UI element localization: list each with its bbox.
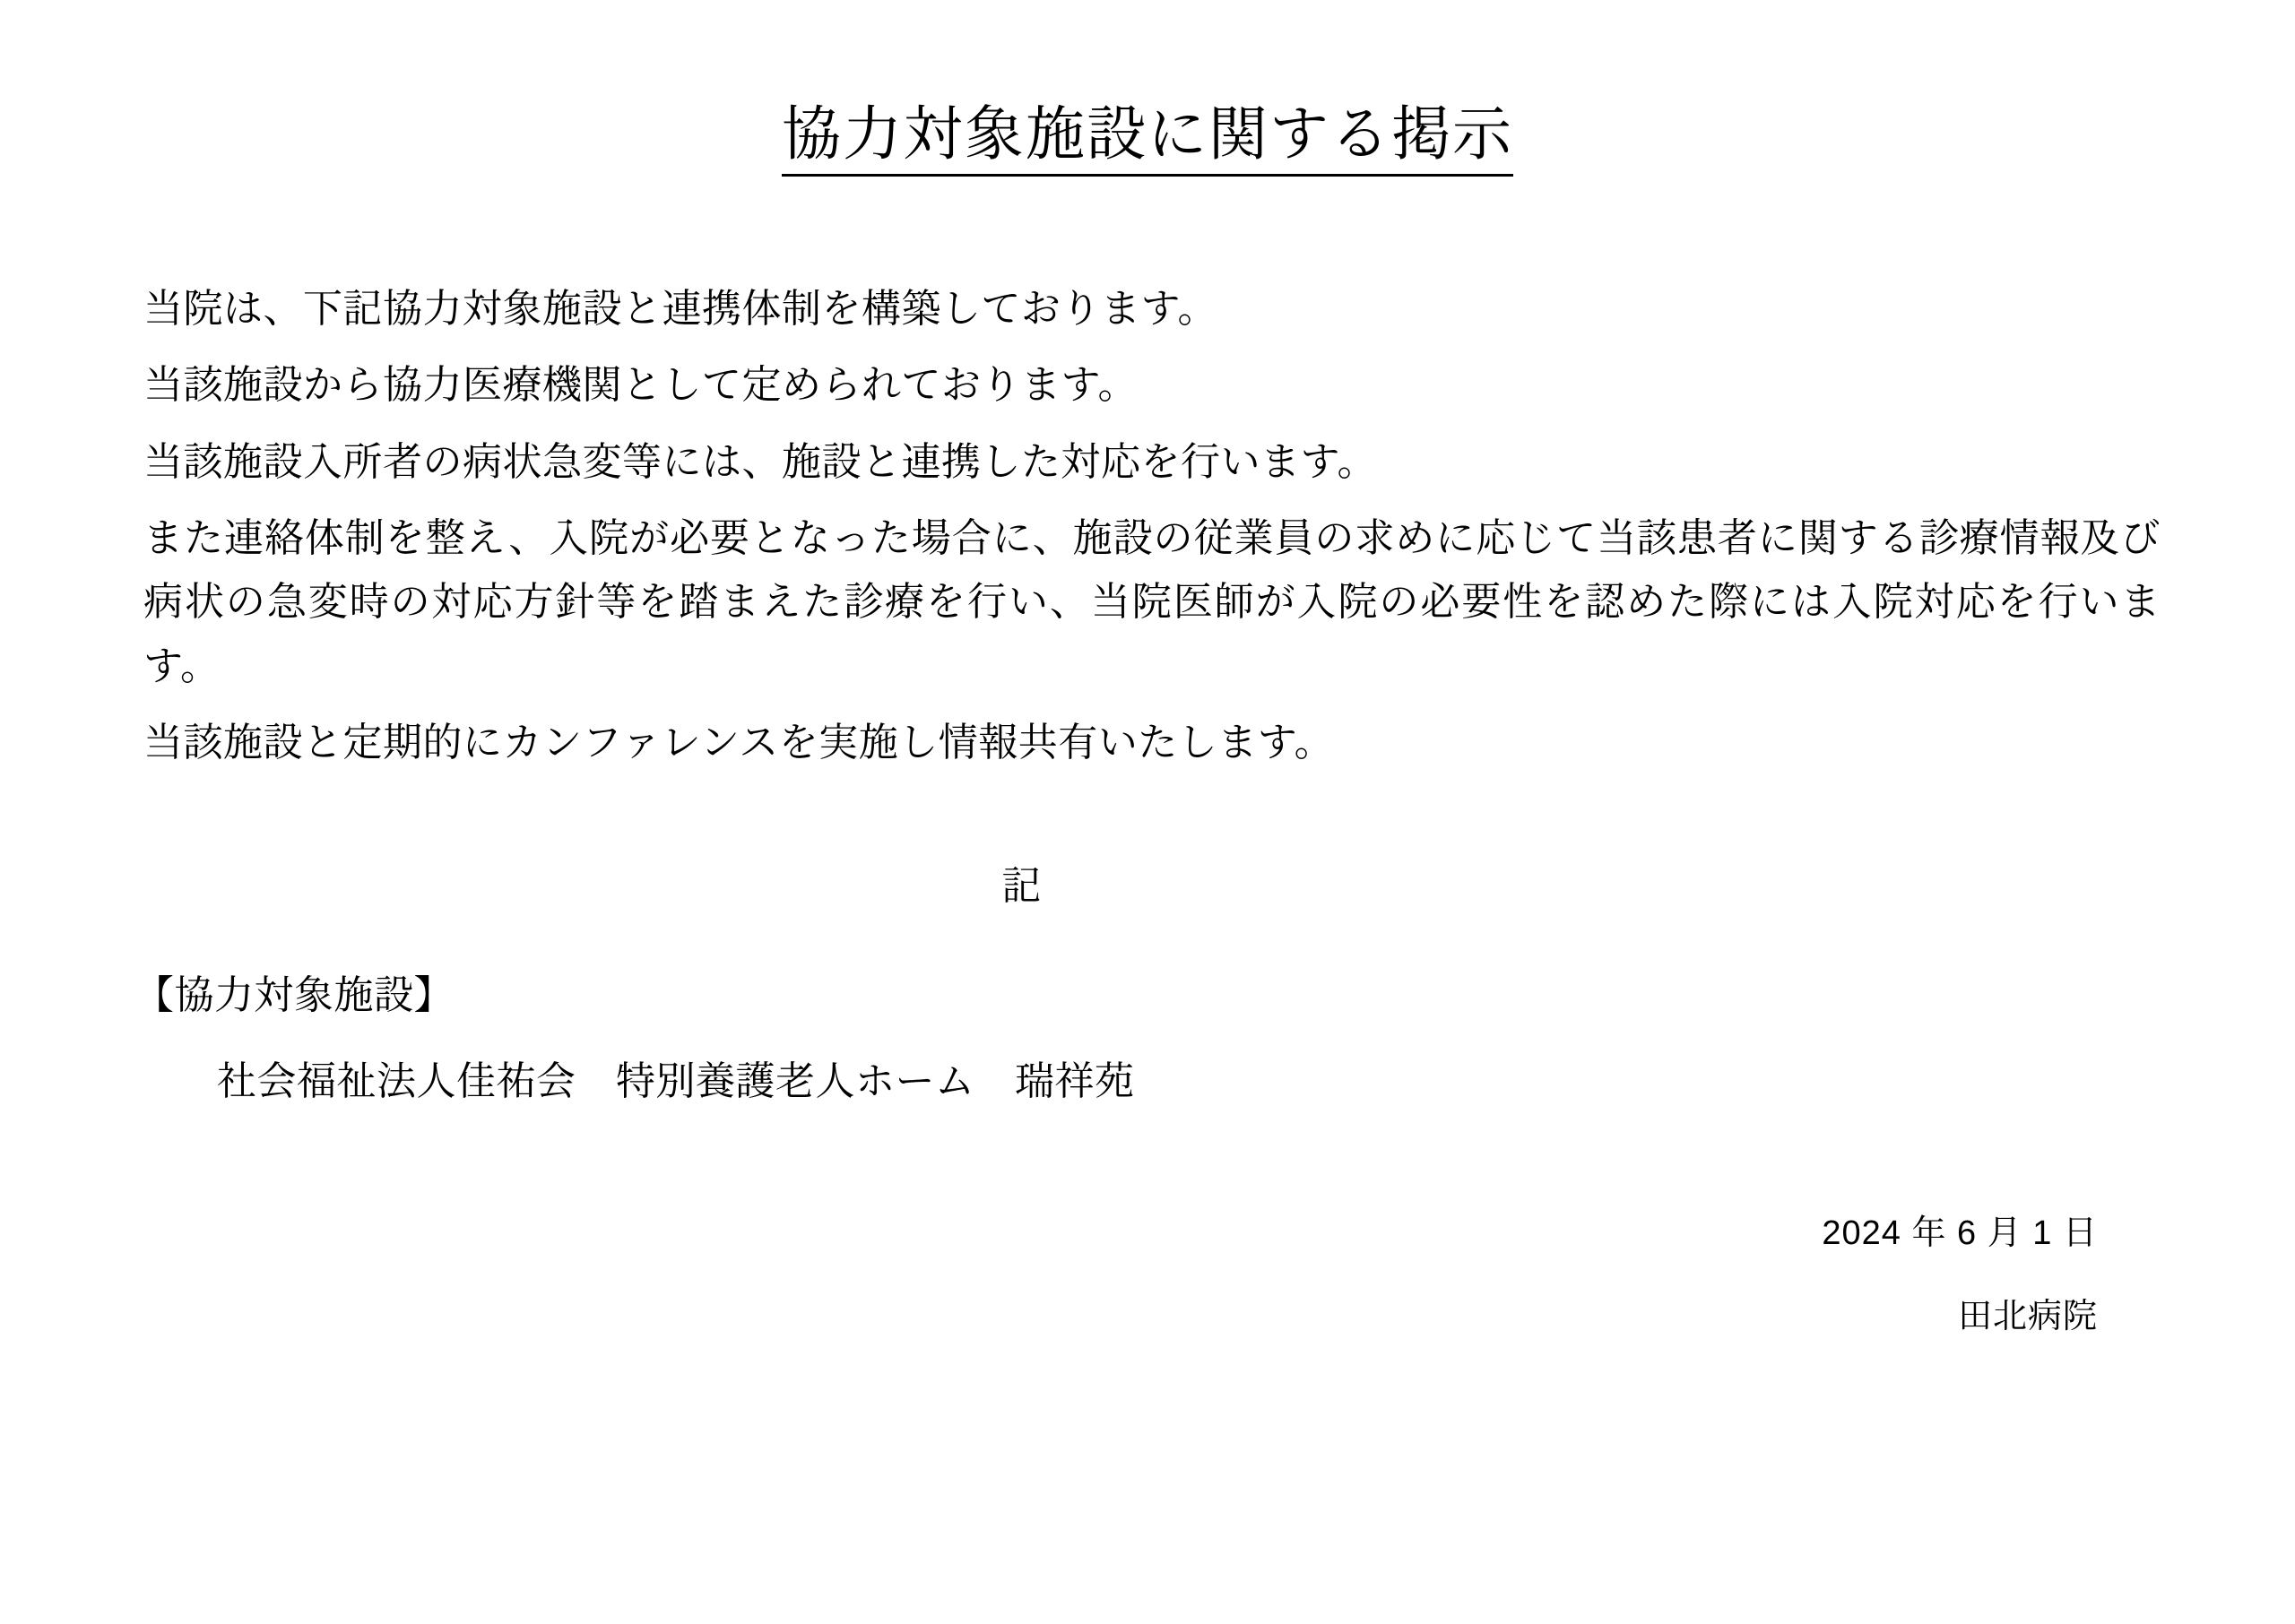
document-body bbox=[134, 277, 2161, 774]
paragraph-5: 当該施設と定期的にカンファレンスを実施し情報共有いたします。 bbox=[143, 720, 1335, 764]
paragraph-3: 当該施設入所者の病状急変等には、施設と連携した対応を行います。 bbox=[143, 439, 1377, 484]
issuer-name: 田北病院 bbox=[1957, 1298, 2098, 1336]
ki-marker: 記 bbox=[1001, 864, 1043, 909]
paragraph-1: 当院は、下記協力対象施設と連携体制を構築しております。 bbox=[143, 287, 1217, 332]
document-date: 2024 年 6 月 1 日 bbox=[1822, 1214, 2098, 1253]
signature-block bbox=[134, 1205, 2161, 1337]
facility-name: 社会福祉法人佳祐会 特別養護老人ホーム 瑞祥苑 bbox=[217, 1059, 1135, 1104]
paragraph-2: 当該施設から協力医療機関として定められております。 bbox=[143, 363, 1138, 408]
page-title bbox=[134, 0, 2161, 169]
page-title-text: 協力対象施設に関する掲示 bbox=[782, 100, 1513, 177]
paragraph-4: また連絡体制を整え、入院が必要となった場合に、施設の従業員の求めに応じて当該患者に関する診療情報及び病状の急変時の対応方針等を踏まえた診療を行い、当院医師が入院の必要性を認めた際には入院対応を行います。 bbox=[143, 515, 2161, 688]
section-heading-cooperating-facility: 【協力対象施設】 bbox=[134, 973, 454, 1018]
